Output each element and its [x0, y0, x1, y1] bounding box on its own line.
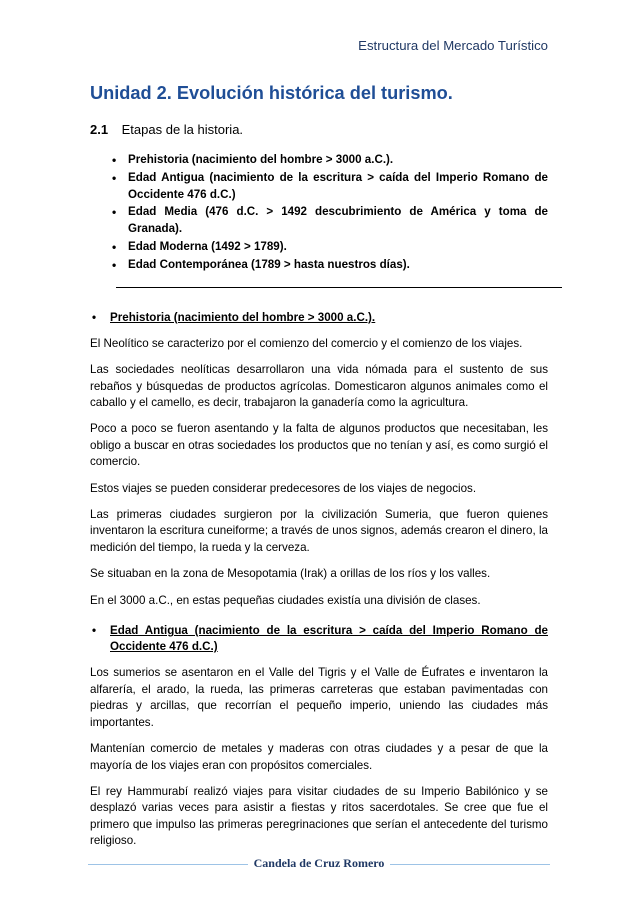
horizontal-divider — [116, 287, 562, 288]
paragraph: Las sociedades neolíticas desarrollaron una vida nómada para el sustento de sus rebaños y búsquedas de productos agrícolas. Domesticaron algunos animales como el caballo y el camello, es decir, trabajaron la ganadería como la agricultura. — [90, 363, 548, 409]
subtitle-number: 2.1 — [90, 122, 109, 137]
paragraph: Se situaban en la zona de Mesopotamia (Irak) a orillas de los ríos y los valles. — [90, 567, 491, 581]
section-heading-edad-antigua: • Edad Antigua (nacimiento de la escritura > caída del Imperio Romano de Occidente 476 d.C.) — [90, 623, 548, 655]
page-footer — [88, 856, 550, 872]
subtitle-text: Etapas de la historia. — [121, 122, 244, 137]
page-header: Estructura del Mercado Turístico — [358, 38, 548, 53]
paragraph: Mantenían comercio de metales y maderas con otras ciudades y a pesar de que la mayoría de los viajes eran con propósitos comerciales. — [90, 742, 548, 772]
footer-line-right — [390, 864, 550, 865]
page-content — [90, 82, 548, 850]
stage-item-edad-contemporanea: • Edad Contemporánea (1789 > hasta nuestros días). — [90, 257, 548, 274]
stage-item-prehistoria: • Prehistoria (nacimiento del hombre > 3000 a.C.). — [90, 152, 548, 169]
stage-item-edad-antigua: • Edad Antigua (nacimiento de la escritura > caída del Imperio Romano de Occidente 476 d.C.) — [90, 170, 548, 204]
stage-item-edad-media: • Edad Media (476 d.C. > 1492 descubrimiento de América y toma de Granada). — [90, 204, 548, 238]
section-subtitle — [90, 122, 548, 138]
stage-item-edad-moderna: • Edad Moderna (1492 > 1789). — [90, 239, 548, 256]
section-heading-prehistoria: • Prehistoria (nacimiento del hombre > 3000 a.C.). — [90, 310, 548, 326]
paragraph: En el 3000 a.C., en estas pequeñas ciudades existía una división de clases. — [90, 593, 481, 607]
paragraph: Poco a poco se fueron asentando y la falta de algunos productos que necesitaban, les obligo a buscar en otras sociedades los productos que no tenían y así, es como surgió el comercio. — [90, 422, 548, 469]
paragraph: El rey Hammurabí realizó viajes para visitar ciudades de su Imperio Babilónico y se desplazó varias veces para asistir a fiestas y ritos sacerdotales. Se cree que fue el primero que impulso las primeras peregrinaciones que serían el antecedente del turismo religioso. — [90, 784, 548, 848]
paragraph: Las primeras ciudades surgieron por la civilización Sumeria, que fueron quienes inventaron la escritura cuneiforme; a través de unos signos, además crearon el dinero, la medición del tiempo, la rueda y la cerveza. — [90, 508, 548, 554]
unit-title: Unidad 2. Evolución histórica del turismo. — [90, 83, 453, 103]
footer-author: Candela de Cruz Romero — [253, 856, 385, 870]
paragraph: Los sumerios se asentaron en el Valle del Tigris y el Valle de Éufrates e inventaron la alfarería, el arado, la rueda, las primeras carreteras que estaban pavimentadas con piedras y arcillas, que recorrían el pequeño imperio, uniendo las ciudades más importantes. — [90, 666, 548, 729]
paragraph: El Neolítico se caracterizo por el comienzo del comercio y el comienzo de los viajes. — [90, 336, 523, 350]
paragraph: Estos viajes se pueden considerar predecesores de los viajes de negocios. — [90, 481, 477, 495]
stages-list — [90, 152, 548, 274]
